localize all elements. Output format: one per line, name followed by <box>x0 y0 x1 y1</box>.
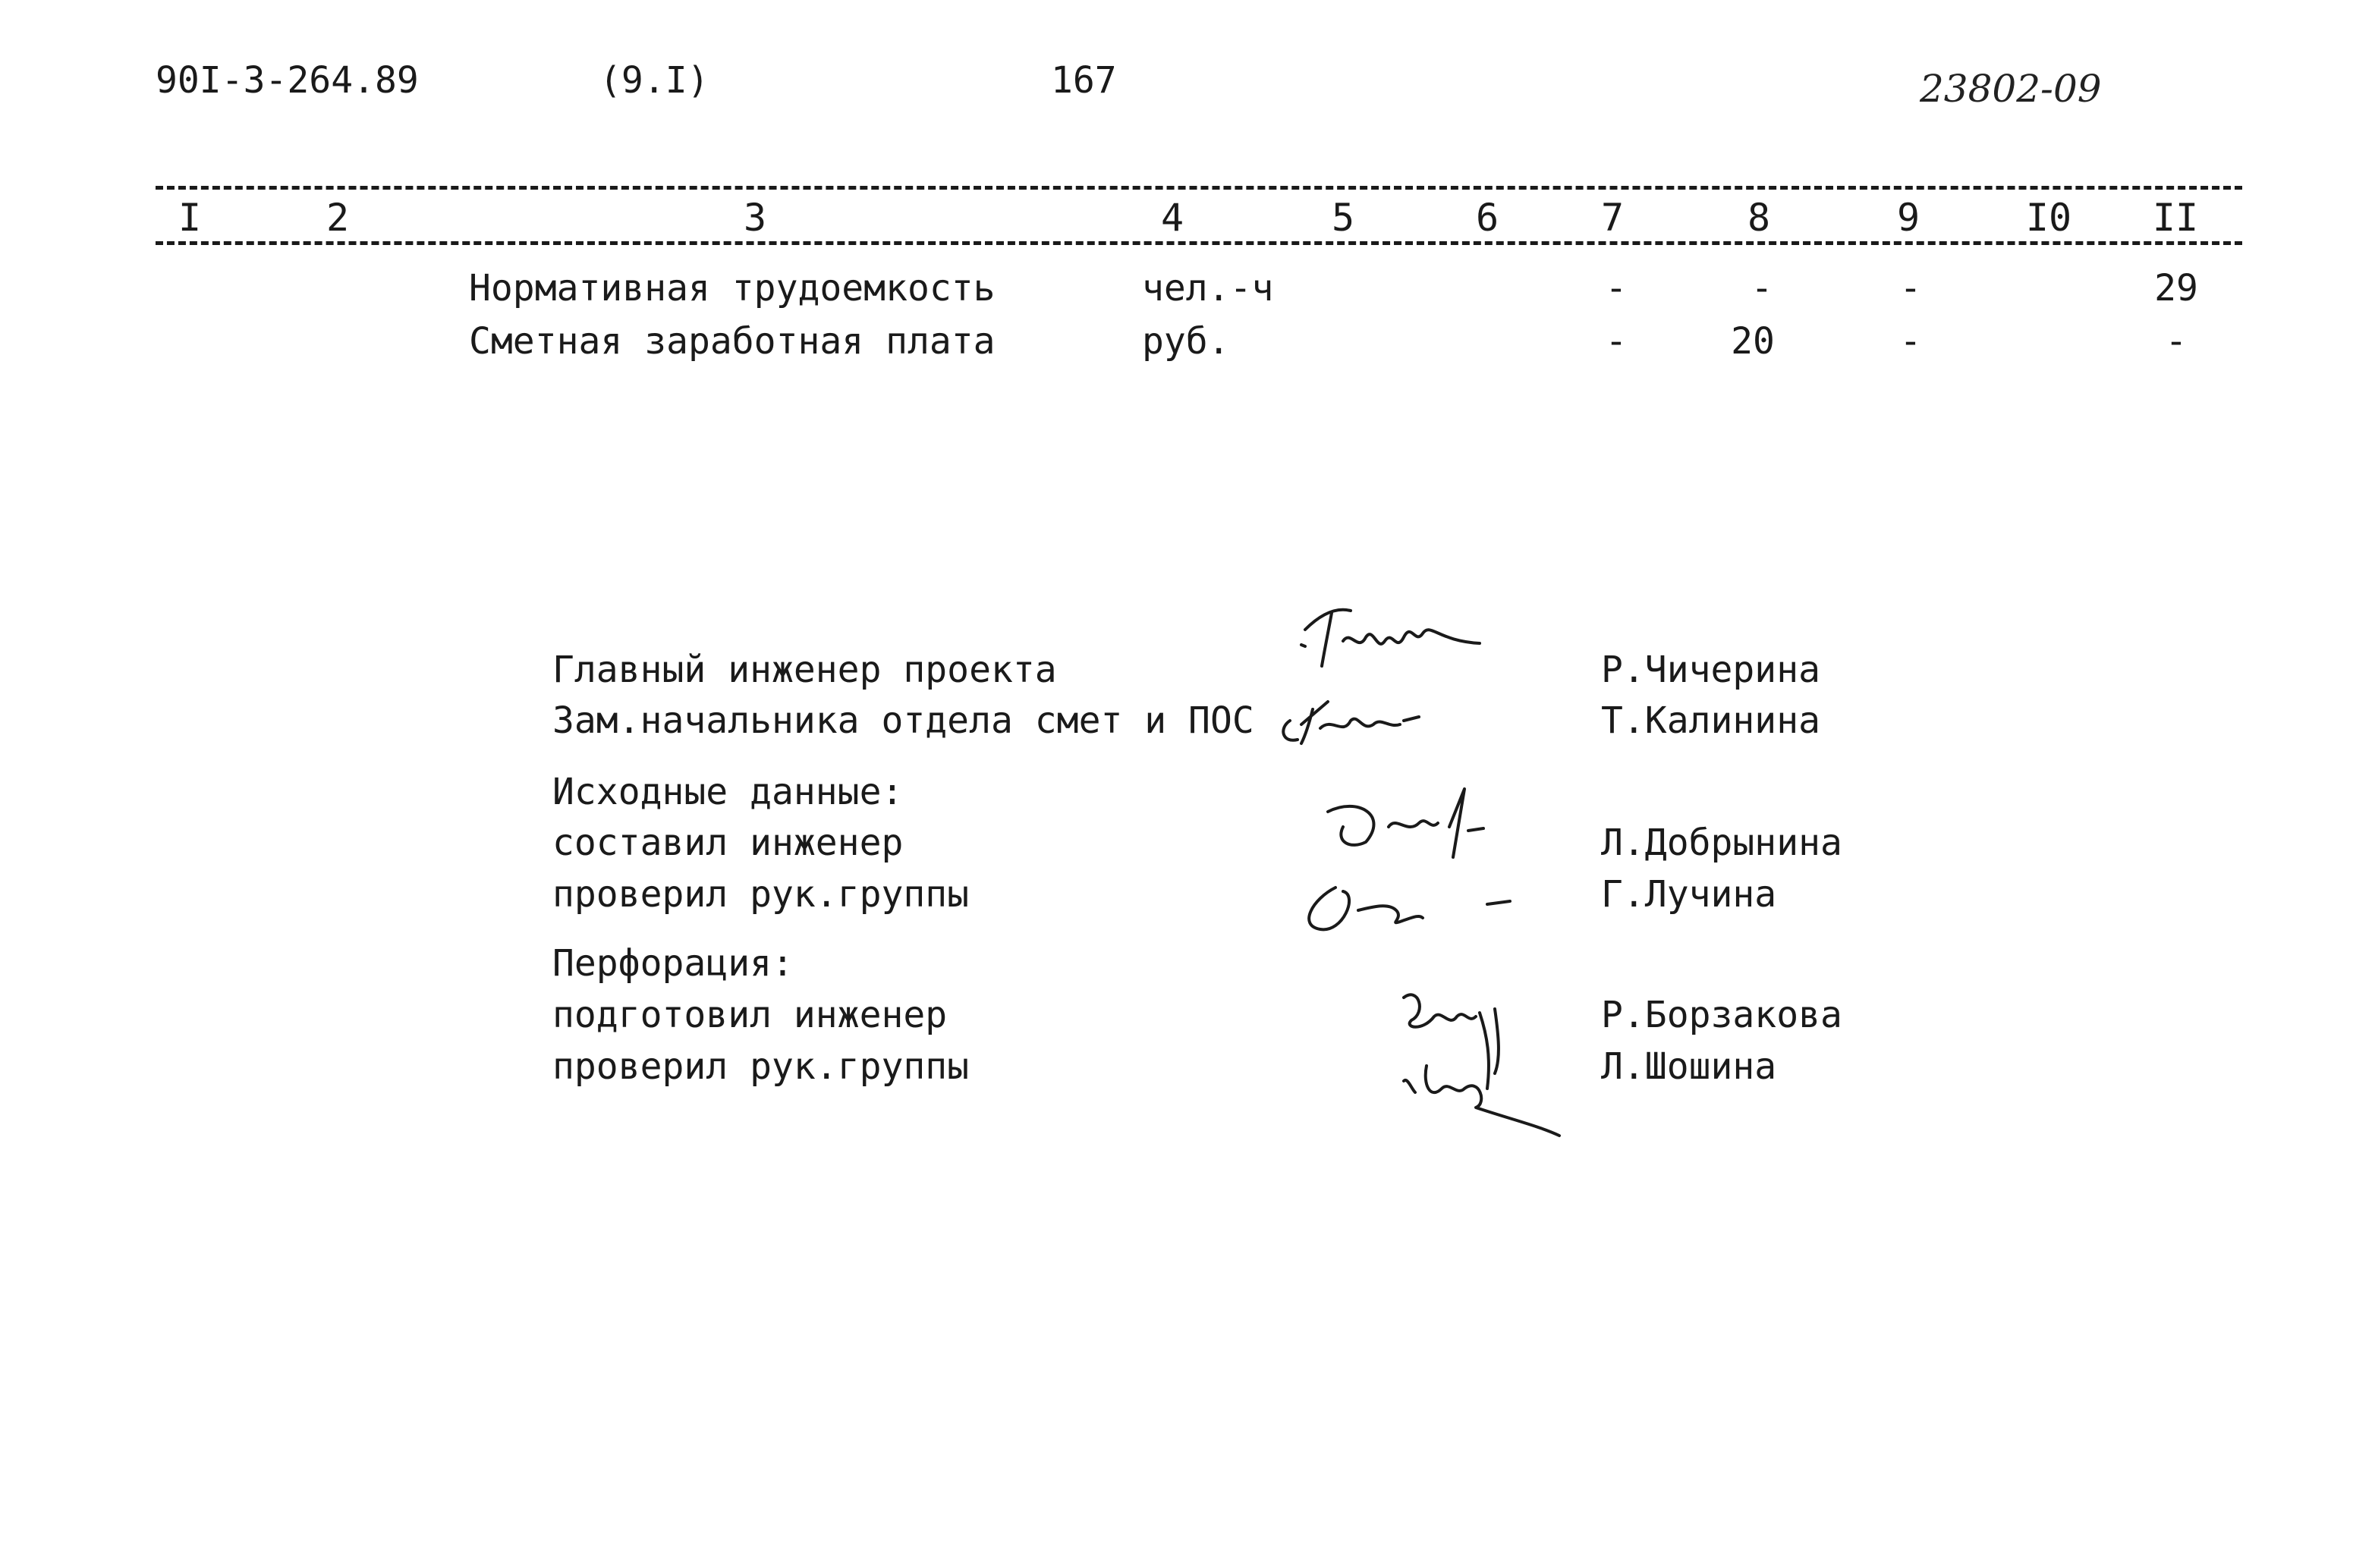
signer-name: Л.Добрынина <box>1601 822 1842 864</box>
signer-role: составил инженер <box>552 822 904 864</box>
handwritten-signature <box>1290 599 1502 675</box>
signer-role: Зам.начальника отдела смет и ПОС <box>552 699 1254 742</box>
column-header: 5 <box>1331 196 1355 240</box>
cell-col9: - <box>1899 320 1922 363</box>
column-header: II <box>2152 196 2199 240</box>
column-header: 9 <box>1896 196 1920 240</box>
cell-col8: 20 <box>1731 320 1775 363</box>
column-header: 4 <box>1160 196 1184 240</box>
column-header: 2 <box>326 196 350 240</box>
signer-role: Главный инженер проекта <box>552 649 1057 691</box>
table-top-rule <box>156 186 2242 190</box>
page-number: 167 <box>1051 59 1117 102</box>
document-code: 90I-3-264.89 <box>156 59 419 102</box>
signer-name: Г.Лучина <box>1601 873 1777 916</box>
column-header: I <box>178 196 202 240</box>
cell-col8: - <box>1751 267 1773 310</box>
column-header: 7 <box>1600 196 1625 240</box>
cell-col11: 29 <box>2154 267 2198 310</box>
handwritten-signature <box>1290 865 1548 941</box>
signer-name: Л.Шошина <box>1601 1045 1777 1088</box>
row-unit: чел.-ч <box>1142 267 1274 310</box>
signer-role: проверил рук.группы <box>552 1045 970 1088</box>
column-header: I0 <box>2025 196 2072 240</box>
section-label: Исходные данные: <box>552 771 904 813</box>
column-header: 3 <box>743 196 767 240</box>
signer-name: Р.Борзакова <box>1601 994 1842 1036</box>
cell-col9: - <box>1899 267 1922 310</box>
handwritten-signature <box>1267 683 1449 751</box>
handwritten-signature <box>1381 975 1578 1149</box>
signer-role: подготовил инженер <box>552 994 948 1036</box>
row-name: Нормативная трудоемкость <box>469 267 996 310</box>
cell-col7: - <box>1605 320 1628 363</box>
column-header: 8 <box>1747 196 1771 240</box>
table-bottom-rule <box>156 241 2242 245</box>
handwritten-signature <box>1313 774 1525 872</box>
column-header: 6 <box>1475 196 1499 240</box>
row-unit: руб. <box>1142 320 1230 363</box>
signer-name: Р.Чичерина <box>1601 649 1820 691</box>
cell-col11: - <box>2165 320 2188 363</box>
row-name: Сметная заработная плата <box>469 320 996 363</box>
signer-role: проверил рук.группы <box>552 873 970 916</box>
section-label: Перфорация: <box>552 942 794 985</box>
section-number: (9.I) <box>599 59 709 102</box>
cell-col7: - <box>1605 267 1628 310</box>
archive-number: 23802-09 <box>1920 67 2102 111</box>
signer-name: Т.Калинина <box>1601 699 1820 742</box>
